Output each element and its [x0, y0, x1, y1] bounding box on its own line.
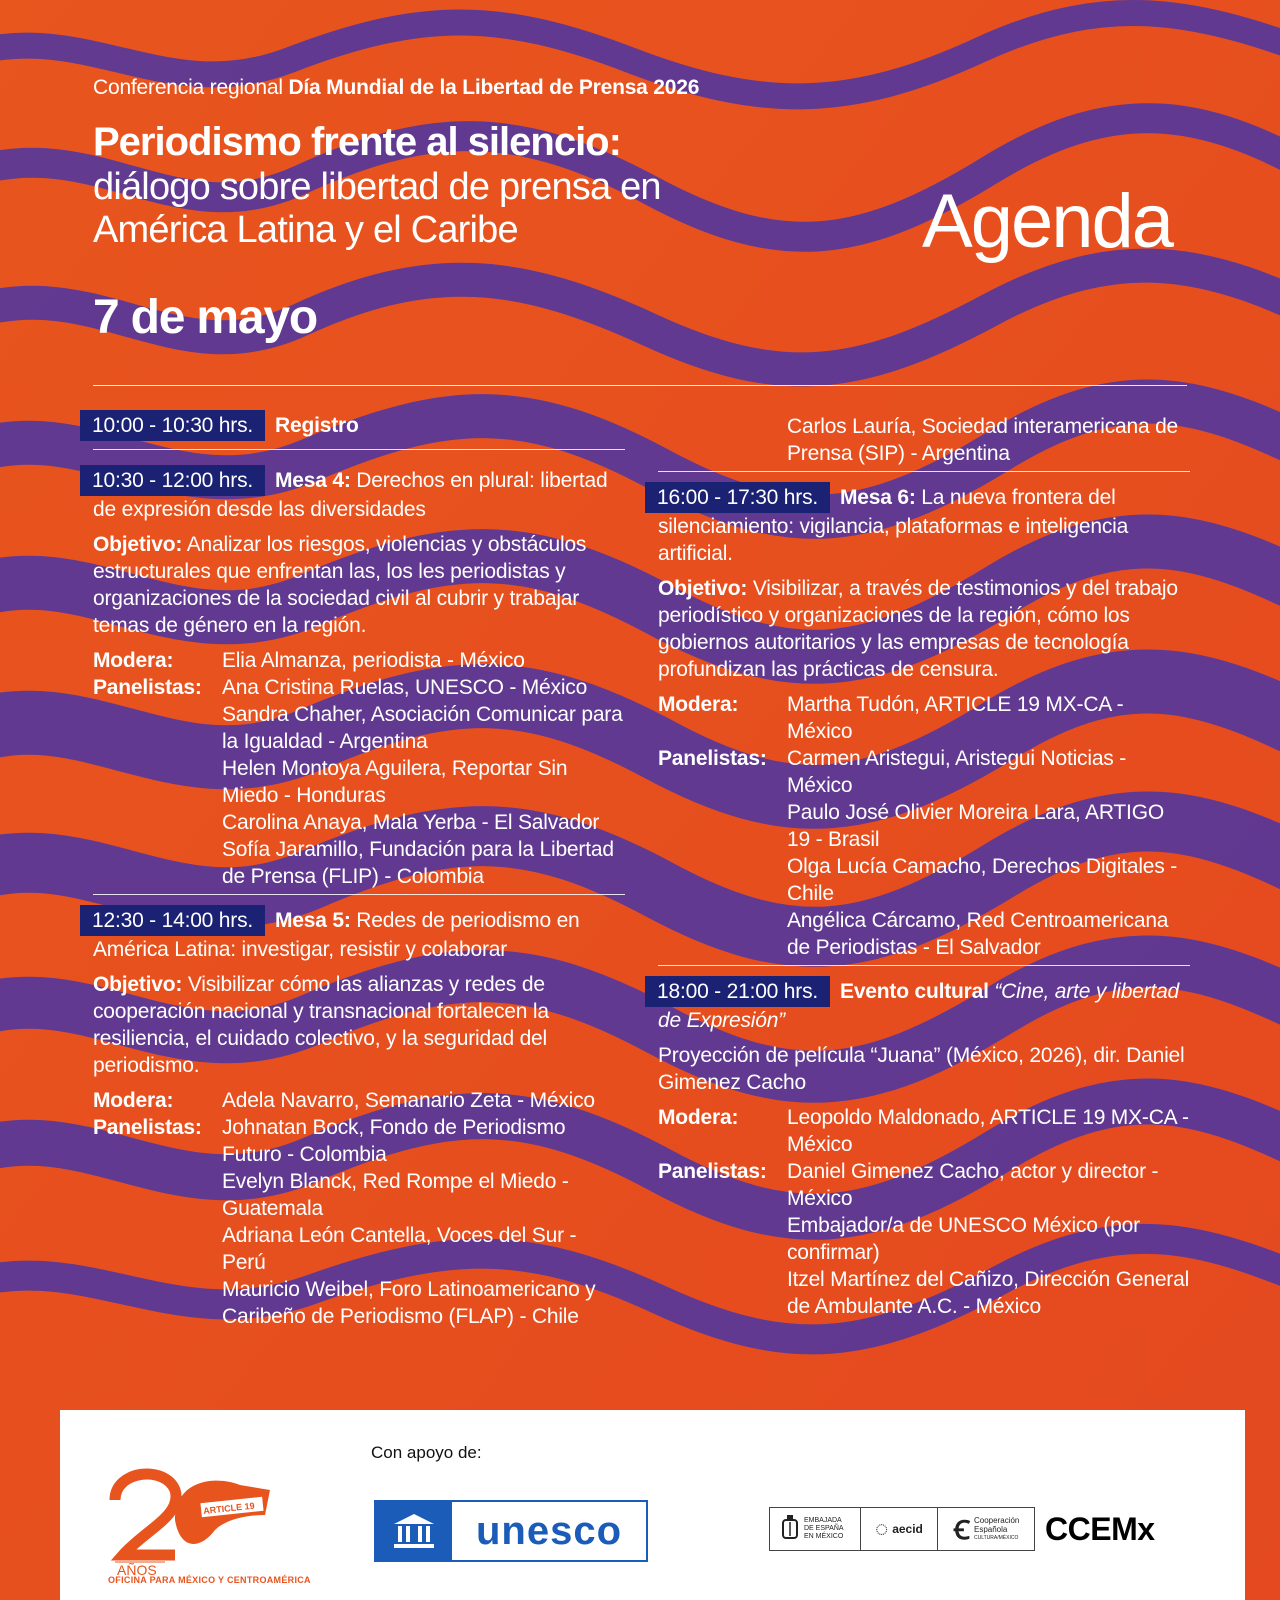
agenda-heading: Agenda	[922, 179, 1173, 264]
panelists-list	[222, 674, 625, 890]
panelist: Carolina Anaya, Mala Yerba - El Salvador	[222, 811, 600, 834]
session-roles	[80, 647, 625, 890]
title-bold: Periodismo frente al silencio:	[93, 120, 621, 164]
panelist: Embajador/a de UNESCO México (por confirmar)	[787, 1214, 1140, 1264]
session-divider	[93, 894, 625, 895]
panelist: Itzel Martínez del Cañizo, Dirección General de Ambulante A.C. - México	[787, 1268, 1190, 1318]
session-evento-cultural	[645, 976, 1190, 1320]
pre-title	[93, 76, 699, 100]
moderator-name: Martha Tudón, ARTICLE 19 MX-CA - México	[787, 693, 1124, 743]
session-description: Proyección de película “Juana” (México, 2026), dir. Daniel Gimenez Cacho	[658, 1044, 1185, 1094]
session-title: Redes de periodismo en América Latina: investigar, resistir y colaborar	[93, 909, 580, 961]
session-title: Registro	[275, 414, 359, 437]
support-label: Con apoyo de:	[371, 1443, 482, 1462]
header-divider	[93, 385, 1187, 386]
aecid-icon: ◌	[875, 1516, 889, 1541]
objective-label: Objetivo:	[93, 973, 183, 996]
cooperacion-espanola-logo	[938, 1507, 1035, 1551]
unesco-logo	[374, 1500, 648, 1562]
ccemx-logo: CCEMx	[1045, 1510, 1155, 1547]
panelists-label: Panelistas:	[658, 747, 767, 770]
moderator-name: Elia Almanza, periodista - México	[222, 649, 525, 672]
continued-panelist: Carlos Lauría, Sociedad interamericana de Prensa (SIP) - Argentina	[787, 415, 1179, 465]
moderator-name: Adela Navarro, Semanario Zeta - México	[222, 1089, 595, 1112]
panelist: Carmen Aristegui, Aristegui Noticias - México	[787, 747, 1127, 797]
session-label: Mesa 4:	[275, 469, 351, 492]
panelist: Helen Montoya Aguilera, Reportar Sin Miedo - Honduras	[222, 757, 568, 807]
cooperacion-sub: CULTURA/MÉXICO	[974, 1534, 1019, 1541]
spanish-cooperation-logos	[769, 1507, 1155, 1551]
aecid-text: aecid	[892, 1522, 923, 1536]
session-roles	[645, 691, 1190, 961]
session-mesa-4	[80, 465, 625, 890]
right-column	[645, 413, 1190, 1322]
objective-text: Visibilizar, a través de testimonios y del trabajo periodístico y organizaciones de la región, cómo los gobiernos autoritarios y las empresas de tecnología profundizan las prácticas de censura.	[658, 577, 1178, 681]
anos-text: AÑOS	[117, 1562, 157, 1578]
title-light: diálogo sobre libertad de prensa en América Latina y el Caribe	[93, 166, 661, 251]
moderator-label: Modera:	[93, 649, 174, 672]
aecid-logo	[861, 1507, 938, 1551]
panelist: Olga Lucía Camacho, Derechos Digitales - Chile	[787, 855, 1178, 905]
embajada-logo	[769, 1507, 861, 1551]
panelists-label: Panelistas:	[93, 676, 202, 699]
session-title: “Cine, arte y libertad de Expresión”	[658, 980, 1180, 1032]
session-roles	[80, 1087, 625, 1330]
session-registro	[80, 410, 625, 441]
article19-office-label: OFICINA PARA MÉXICO Y CENTROAMÉRICA	[108, 1575, 311, 1585]
objective-text: Visibilizar cómo las alianzas y redes de cooperación nacional y transnacional fortalecen la resiliencia, el cuidado colectivo, y la seguridad del periodismo.	[93, 973, 549, 1077]
panelists-label: Panelistas:	[658, 1160, 767, 1183]
session-time: 18:00 - 21:00 hrs.	[645, 976, 830, 1007]
session-label: Evento cultural	[840, 980, 989, 1003]
article19-20-anos-logo	[105, 1460, 275, 1580]
session-time: 16:00 - 17:30 hrs.	[645, 482, 830, 513]
panelist: Sofía Jaramillo, Fundación para la Libertad de Prensa (FLIP) - Colombia	[222, 838, 614, 888]
moderator-label: Modera:	[93, 1089, 174, 1112]
session-objective	[645, 575, 1190, 683]
panelist: Sandra Chaher, Asociación Comunicar para la Igualdad - Argentina	[222, 703, 623, 753]
unesco-temple-icon	[376, 1502, 452, 1560]
panelist: Ana Cristina Ruelas, UNESCO - México	[222, 676, 588, 699]
coat-of-arms-icon	[780, 1514, 800, 1544]
unesco-wordmark: unesco	[475, 1508, 623, 1553]
panelists-list	[787, 1158, 1190, 1320]
panelist: Angélica Cárcamo, Red Centroamericana de Periodistas - El Salvador	[787, 909, 1169, 959]
moderator-name: Leopoldo Maldonado, ARTICLE 19 MX-CA - México	[787, 1106, 1189, 1156]
cooperacion-text: Cooperación Española	[974, 1515, 1020, 1534]
session-title: La nueva frontera del silenciamiento: vigilancia, plataformas e inteligencia artificial.	[658, 486, 1129, 565]
session-label: Mesa 5:	[275, 909, 351, 932]
objective-text: Analizar los riesgos, violencias y obstáculos estructurales que enfrentan las, los les periodistas y organizaciones de la sociedad civil al cubrir y trabajar temas de género en la región.	[93, 533, 587, 637]
embajada-text: EMBAJADA DE ESPAÑA EN MÉXICO	[804, 1517, 844, 1540]
panelist: Evelyn Blanck, Red Rompe el Miedo - Guatemala	[222, 1170, 569, 1220]
cooperacion-icon: Ꞓ	[954, 1515, 970, 1545]
moderator-label: Modera:	[658, 1106, 739, 1129]
article19-logo-text: ARTICLE 19	[202, 1500, 256, 1516]
panelists-list	[222, 1114, 625, 1330]
session-mesa-6	[645, 482, 1190, 961]
session-divider	[93, 449, 625, 450]
session-time: 10:00 - 10:30 hrs.	[80, 410, 265, 441]
session-objective	[80, 531, 625, 639]
left-column	[80, 410, 625, 1332]
panelist: Daniel Gimenez Cacho, actor y director - México	[787, 1160, 1159, 1210]
session-objective	[80, 971, 625, 1079]
panelists-label: Panelistas:	[93, 1116, 202, 1139]
panelist: Adriana León Cantella, Voces del Sur - Perú	[222, 1224, 577, 1274]
panelists-list	[787, 745, 1190, 961]
objective-label: Objetivo:	[93, 533, 183, 556]
sponsors-footer	[60, 1410, 1245, 1600]
session-divider	[658, 965, 1190, 966]
panelist: Johnatan Bock, Fondo de Periodismo Futuro - Colombia	[222, 1116, 566, 1166]
session-roles	[645, 1104, 1190, 1320]
objective-label: Objetivo:	[658, 577, 748, 600]
event-date: 7 de mayo	[93, 291, 317, 344]
pre-title-light: Conferencia regional	[93, 76, 283, 99]
session-divider	[658, 471, 1190, 472]
moderator-label: Modera:	[658, 693, 739, 716]
session-time: 12:30 - 14:00 hrs.	[80, 905, 265, 936]
session-mesa-5	[80, 905, 625, 1330]
panelist: Paulo José Olivier Moreira Lara, ARTIGO 19 - Brasil	[787, 801, 1164, 851]
session-title: Derechos en plural: libertad de expresión desde las diversidades	[93, 469, 608, 521]
session-time: 10:30 - 12:00 hrs.	[80, 465, 265, 496]
panelist: Mauricio Weibel, Foro Latinoamericano y Caribeño de Periodismo (FLAP) - Chile	[222, 1278, 596, 1328]
session-label: Mesa 6:	[840, 486, 916, 509]
pre-title-bold: Día Mundial de la Libertad de Prensa 2026	[288, 76, 700, 99]
